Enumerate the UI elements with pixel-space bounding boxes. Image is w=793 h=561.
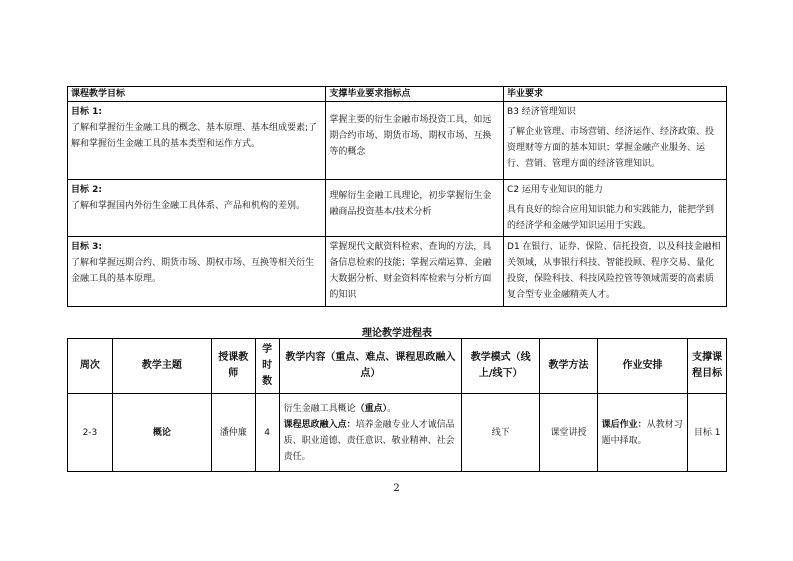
goal-text: 了解和掌握国内外衍生金融工具体系、产品和机构的差别。 xyxy=(71,201,306,211)
header-week: 周次 xyxy=(68,339,113,394)
mode-cell: 线下 xyxy=(462,394,540,472)
header-method: 教学方法 xyxy=(540,339,597,394)
content-line xyxy=(284,401,457,417)
week-cell: 2-3 xyxy=(68,394,113,472)
header-topic: 教学主题 xyxy=(112,339,211,394)
indicator-cell xyxy=(326,102,504,180)
objective-row xyxy=(68,180,727,237)
schedule-table xyxy=(67,338,727,472)
requirement-title: C2 运用专业知识的能力 xyxy=(507,185,603,195)
indicator-cell xyxy=(326,237,504,307)
requirement-text: D1 在银行、证券、保险、信托投资，以及科技金融相关领域，从事银行科技、智能投顾、程序交易、量化投资，保险科技、科技风险控管等领域需要的高素质复合型专业金融精英人才。 xyxy=(507,242,721,300)
objective-row xyxy=(68,102,727,180)
objective-row xyxy=(68,237,727,307)
teacher-cell: 潘仲廉 xyxy=(211,394,255,472)
content-ideology xyxy=(284,417,457,465)
assignment-cell xyxy=(597,394,688,472)
header-assignment: 作业安排 xyxy=(597,339,688,394)
goal-text: 了解和掌握衍生金融工具的概念、基本原理、基本组成要素;了解和掌握衍生金融工具的基本类型和运作方式。 xyxy=(71,123,318,149)
content-topic: 衍生金融工具概论 xyxy=(283,403,356,414)
page-number: 2 xyxy=(393,483,400,494)
method-cell: 课堂讲授 xyxy=(540,394,597,472)
requirement-title: B3 经济管理知识 xyxy=(507,107,576,117)
indicator-text: 理解衍生金融工具理论，初步掌握衍生金融商品投资基本/技术分析 xyxy=(329,191,492,217)
topic-cell: 概论 xyxy=(112,394,211,472)
header-content: 教学内容（重点、难点、课程思政融入点） xyxy=(279,339,461,394)
header-course-goal: 课程教学目标 xyxy=(68,87,326,102)
schedule-title: 理论教学进程表 xyxy=(362,328,432,339)
assignment-label: 课后作业： xyxy=(601,419,647,430)
support-cell: 目标 1 xyxy=(688,394,727,472)
schedule-header-row xyxy=(68,339,727,394)
header-mode: 教学模式（线上/线下） xyxy=(462,339,540,394)
schedule-row xyxy=(68,394,727,472)
objectives-table xyxy=(67,86,727,307)
content-period: 。 xyxy=(387,403,397,414)
requirement-text: 具有良好的综合应用知识能力和实践能力，能把学到的经济学和金融学知识运用于实践。 xyxy=(507,205,715,231)
goal-cell xyxy=(68,237,326,307)
goal-title: 目标 2: xyxy=(71,185,102,195)
goal-cell xyxy=(68,102,326,180)
goal-title: 目标 1: xyxy=(71,107,102,117)
assignment-text: 从教材习题中择取。 xyxy=(601,419,683,446)
content-ideology-label: 课程思政融入点： xyxy=(283,419,356,430)
indicator-cell xyxy=(326,180,504,237)
content-ideology-text: 培养金融专业人才诚信品质、职业道德、责任意识、敬业精神、社会责任。 xyxy=(283,419,455,462)
indicator-text: 掌握主要的衍生金融市场投资工具，如远期合约市场、期货市场、期权市场、互换等的概念 xyxy=(329,115,492,157)
header-hours: 学时数 xyxy=(255,339,279,394)
hours-cell: 4 xyxy=(255,394,279,472)
goal-title: 目标 3: xyxy=(71,242,102,252)
objectives-header-row xyxy=(68,87,727,102)
goal-cell xyxy=(68,180,326,237)
header-requirement: 毕业要求 xyxy=(504,87,727,102)
requirement-text: 了解企业管理、市场营销、经济运作、经济政策、投资理财等方面的基本知识；掌握金融产业服务、运行、营销、管理方面的经济管理知识。 xyxy=(507,127,715,169)
header-teacher: 授课教师 xyxy=(211,339,255,394)
header-support: 支撑课程目标 xyxy=(688,339,727,394)
header-indicator: 支撑毕业要求指标点 xyxy=(326,87,504,102)
requirement-cell xyxy=(504,180,727,237)
requirement-cell xyxy=(504,237,727,307)
goal-text: 了解和掌握远期合约、期货市场、期权市场、互换等相关衍生金融工具的基本原理。 xyxy=(71,258,315,284)
content-cell xyxy=(279,394,461,472)
indicator-text: 掌握现代文献资料检索、查询的方法，具备信息检索的技能；掌握云端运算、金融大数据分析、财金资料库检索与分析方面的知识 xyxy=(329,242,492,300)
content-key-mark: （重点） xyxy=(355,403,388,414)
requirement-cell xyxy=(504,102,727,180)
